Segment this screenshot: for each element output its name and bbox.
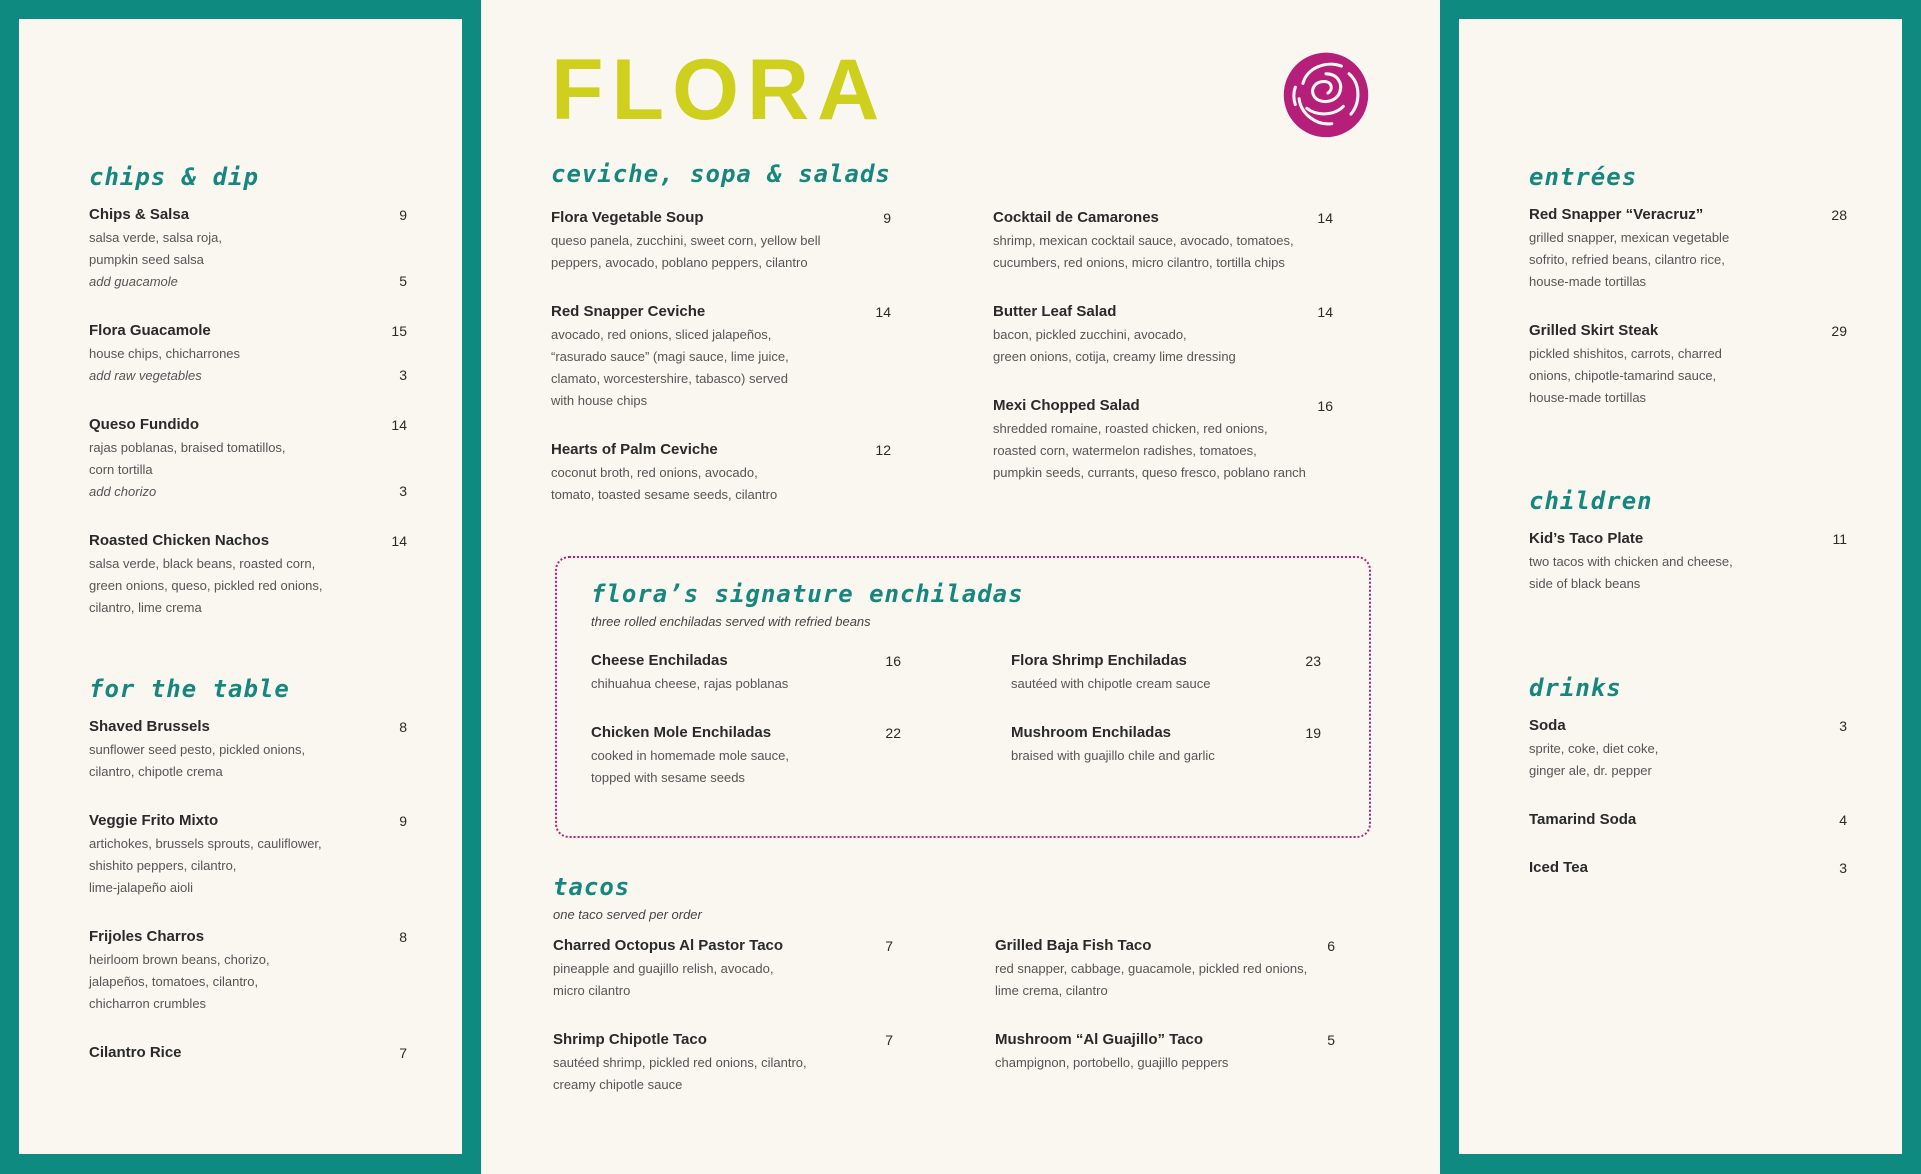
description-line: salsa verde, black beans, roasted corn, bbox=[89, 556, 316, 571]
menu-item-description bbox=[993, 418, 1333, 484]
menu-item bbox=[1529, 810, 1847, 830]
section-title: entrées bbox=[1529, 163, 1638, 191]
menu-item bbox=[89, 927, 407, 1015]
menu-item bbox=[89, 415, 407, 503]
menu-item-price: 14 bbox=[1317, 304, 1333, 320]
menu-item bbox=[89, 811, 407, 899]
menu-item bbox=[1011, 723, 1321, 767]
menu-item bbox=[995, 936, 1335, 1002]
menu-item-name: Mushroom Enchiladas bbox=[1011, 724, 1172, 741]
menu-item-price: 9 bbox=[399, 813, 407, 829]
menu-item-price: 7 bbox=[399, 1045, 407, 1061]
description-line: green onions, queso, pickled red onions, bbox=[89, 578, 323, 593]
description-line: creamy chipotle sauce bbox=[553, 1077, 683, 1092]
menu-item bbox=[89, 531, 407, 619]
menu-item-name: Shrimp Chipotle Taco bbox=[553, 1031, 707, 1048]
menu-item-price: 11 bbox=[1832, 531, 1847, 547]
menu-item-price: 3 bbox=[1839, 718, 1847, 734]
menu-item-name: Chicken Mole Enchiladas bbox=[591, 724, 772, 741]
description-line: artichokes, brussels sprouts, cauliflower, bbox=[89, 836, 322, 851]
menu-item-description bbox=[89, 343, 407, 365]
section-title: drinks bbox=[1529, 674, 1622, 702]
center-menu-panel bbox=[481, 0, 1440, 1174]
menu-item-price: 29 bbox=[1831, 323, 1847, 339]
description-line: house-made tortillas bbox=[1529, 274, 1647, 289]
menu-item bbox=[591, 651, 901, 695]
description-line: pumpkin seeds, currants, queso fresco, poblano ranch bbox=[993, 465, 1306, 480]
menu-item-name: Frijoles Charros bbox=[89, 928, 205, 945]
description-line: coconut broth, red onions, avocado, bbox=[551, 465, 758, 480]
menu-item-price: 6 bbox=[1327, 938, 1335, 954]
description-line: bacon, pickled zucchini, avocado, bbox=[993, 327, 1187, 342]
menu-item-description bbox=[89, 949, 407, 1015]
menu-item-name: Veggie Frito Mixto bbox=[89, 812, 219, 829]
menu-item-name: Shaved Brussels bbox=[89, 718, 210, 735]
menu-item-description bbox=[1011, 673, 1321, 695]
menu-item-description bbox=[1011, 745, 1321, 767]
description-line: red snapper, cabbage, guacamole, pickled red onions, bbox=[995, 961, 1308, 976]
menu-item-price: 22 bbox=[885, 725, 901, 741]
addon-price: 5 bbox=[399, 273, 407, 289]
menu-item bbox=[1529, 858, 1847, 878]
description-line: champignon, portobello, guajillo peppers bbox=[995, 1055, 1229, 1070]
menu-item-price: 3 bbox=[1839, 860, 1847, 876]
menu-item-price: 14 bbox=[1317, 210, 1333, 226]
menu-item bbox=[993, 302, 1333, 368]
menu-item-price: 14 bbox=[875, 304, 891, 320]
menu-item-name: Grilled Baja Fish Taco bbox=[995, 937, 1152, 954]
chips-dip-section bbox=[89, 163, 407, 619]
menu-item-description bbox=[551, 462, 891, 506]
menu-item bbox=[89, 717, 407, 783]
menu-item-name: Flora Vegetable Soup bbox=[551, 209, 704, 226]
menu-item-price: 23 bbox=[1305, 653, 1321, 669]
menu-item-description bbox=[89, 833, 407, 899]
menu-item bbox=[551, 440, 891, 506]
menu-item bbox=[993, 208, 1333, 274]
menu-item-description bbox=[553, 1052, 893, 1096]
left-menu-panel bbox=[19, 19, 462, 1154]
section-subtitle: one taco served per order bbox=[553, 907, 702, 922]
description-line: green onions, cotija, creamy lime dressing bbox=[993, 349, 1236, 364]
menu-item-description bbox=[1529, 227, 1847, 293]
menu-item-price: 14 bbox=[391, 533, 407, 549]
description-line: shredded romaine, roasted chicken, red onions, bbox=[993, 421, 1268, 436]
menu-item-name: Flora Guacamole bbox=[89, 322, 211, 339]
menu-item-description bbox=[553, 958, 893, 1002]
menu-item-description bbox=[1529, 738, 1847, 782]
menu-item-price: 15 bbox=[391, 323, 407, 339]
menu-item-name: Red Snapper “Veracruz” bbox=[1529, 206, 1704, 223]
menu-item-description bbox=[1529, 551, 1847, 595]
menu-item-name: Grilled Skirt Steak bbox=[1529, 322, 1659, 339]
description-line: two tacos with chicken and cheese, bbox=[1529, 554, 1733, 569]
menu-item bbox=[551, 208, 891, 274]
description-line: avocado, red onions, sliced jalapeños, bbox=[551, 327, 772, 342]
description-line: braised with guajillo chile and garlic bbox=[1011, 748, 1215, 763]
right-menu-panel bbox=[1459, 19, 1902, 1154]
menu-item-name: Mushroom “Al Guajillo” Taco bbox=[995, 1031, 1204, 1048]
menu-item-name: Kid’s Taco Plate bbox=[1529, 530, 1644, 547]
menu-item-price: 14 bbox=[391, 417, 407, 433]
menu-item-name: Cocktail de Camarones bbox=[993, 209, 1159, 226]
children-section bbox=[1529, 487, 1847, 595]
description-line: sofrito, refried beans, cilantro rice, bbox=[1529, 252, 1725, 267]
menu-item bbox=[553, 1030, 893, 1096]
menu-item bbox=[1529, 529, 1847, 595]
menu-item-price: 16 bbox=[885, 653, 901, 669]
description-line: tomato, toasted sesame seeds, cilantro bbox=[551, 487, 778, 502]
section-title: ceviche, sopa & salads bbox=[551, 160, 891, 188]
menu-item bbox=[551, 302, 891, 412]
menu-item bbox=[89, 321, 407, 387]
menu-item-price: 16 bbox=[1317, 398, 1333, 414]
description-line: corn tortilla bbox=[89, 462, 153, 477]
menu-item-price: 19 bbox=[1305, 725, 1321, 741]
description-line: cilantro, chipotle crema bbox=[89, 764, 223, 779]
menu-item-name: Queso Fundido bbox=[89, 416, 199, 433]
description-line: salsa verde, salsa roja, bbox=[89, 230, 222, 245]
menu-item-description bbox=[993, 230, 1333, 274]
menu-item-price: 9 bbox=[883, 210, 891, 226]
menu-item-price: 5 bbox=[1327, 1032, 1335, 1048]
addon-label: add raw vegetables bbox=[89, 368, 202, 383]
menu-item-price: 8 bbox=[399, 719, 407, 735]
menu-item-addon bbox=[89, 481, 407, 503]
signature-enchiladas-box bbox=[555, 556, 1371, 838]
menu-item-price: 7 bbox=[885, 1032, 893, 1048]
description-line: clamato, worcestershire, tabasco) served bbox=[551, 371, 788, 386]
description-line: pickled shishitos, carrots, charred bbox=[1529, 346, 1722, 361]
menu-item-description bbox=[89, 553, 407, 619]
description-line: lime crema, cilantro bbox=[995, 983, 1108, 998]
menu-item-description bbox=[995, 1052, 1335, 1074]
section-title: for the table bbox=[89, 675, 290, 703]
menu-item bbox=[1529, 321, 1847, 409]
menu-item-name: Charred Octopus Al Pastor Taco bbox=[553, 937, 784, 954]
menu-item-name: Iced Tea bbox=[1529, 859, 1588, 876]
description-line: ginger ale, dr. pepper bbox=[1529, 763, 1652, 778]
menu-item bbox=[553, 936, 893, 1002]
tacos-section bbox=[553, 873, 1383, 1096]
description-line: sautéed with chipotle cream sauce bbox=[1011, 676, 1211, 691]
section-title: chips & dip bbox=[89, 163, 259, 191]
menu-item-price: 28 bbox=[1831, 207, 1847, 223]
menu-item-price: 9 bbox=[399, 207, 407, 223]
description-line: cilantro, lime crema bbox=[89, 600, 202, 615]
menu-item-price: 7 bbox=[885, 938, 893, 954]
menu-item-name: Cheese Enchiladas bbox=[591, 652, 728, 669]
menu-item-description bbox=[551, 324, 891, 412]
menu-item-description bbox=[89, 739, 407, 783]
description-line: roasted corn, watermelon radishes, tomatoes, bbox=[993, 443, 1257, 458]
addon-price: 3 bbox=[399, 367, 407, 383]
menu-item-price: 8 bbox=[399, 929, 407, 945]
menu-item-description bbox=[89, 437, 407, 481]
description-line: rajas poblanas, braised tomatillos, bbox=[89, 440, 286, 455]
description-line: lime-jalapeño aioli bbox=[89, 880, 194, 895]
ceviche-sopa-salads-section bbox=[551, 160, 1381, 506]
description-line: house chips, chicharrones bbox=[89, 346, 241, 361]
addon-price: 3 bbox=[399, 483, 407, 499]
menu-item-addon bbox=[89, 271, 407, 293]
menu-item bbox=[1011, 651, 1321, 695]
description-line: jalapeños, tomatoes, cilantro, bbox=[89, 974, 259, 989]
menu-item-description bbox=[89, 227, 407, 271]
menu-item bbox=[1529, 716, 1847, 782]
menu-item-description bbox=[995, 958, 1335, 1002]
menu-item-name: Cilantro Rice bbox=[89, 1044, 182, 1061]
description-line: chihuahua cheese, rajas poblanas bbox=[591, 676, 789, 691]
description-line: pineapple and guajillo relish, avocado, bbox=[553, 961, 774, 976]
description-line: side of black beans bbox=[1529, 576, 1641, 591]
section-title: tacos bbox=[553, 873, 631, 901]
description-line: chicharron crumbles bbox=[89, 996, 207, 1011]
menu-item-name: Soda bbox=[1529, 717, 1566, 734]
section-title: flora’s signature enchiladas bbox=[591, 580, 1024, 608]
description-line: cucumbers, red onions, micro cilantro, tortilla chips bbox=[993, 255, 1285, 270]
menu-item bbox=[591, 723, 901, 789]
description-line: with house chips bbox=[551, 393, 648, 408]
description-line: heirloom brown beans, chorizo, bbox=[89, 952, 270, 967]
description-line: peppers, avocado, poblano peppers, cilantro bbox=[551, 255, 808, 270]
menu-item-name: Chips & Salsa bbox=[89, 206, 190, 223]
description-line: shishito peppers, cilantro, bbox=[89, 858, 237, 873]
description-line: shrimp, mexican cocktail sauce, avocado, tomatoes, bbox=[993, 233, 1294, 248]
description-line: pumpkin seed salsa bbox=[89, 252, 204, 267]
menu-item-price: 12 bbox=[875, 442, 891, 458]
description-line: sunflower seed pesto, pickled onions, bbox=[89, 742, 306, 757]
description-line: sprite, coke, diet coke, bbox=[1529, 741, 1659, 756]
description-line: sautéed shrimp, pickled red onions, cilantro, bbox=[553, 1055, 807, 1070]
rose-icon bbox=[1278, 45, 1374, 141]
menu-item-name: Hearts of Palm Ceviche bbox=[551, 441, 718, 458]
menu-item-price: 4 bbox=[1839, 812, 1847, 828]
menu-item-addon bbox=[89, 365, 407, 387]
menu-item-name: Tamarind Soda bbox=[1529, 811, 1637, 828]
description-line: onions, chipotle-tamarind sauce, bbox=[1529, 368, 1717, 383]
description-line: “rasurado sauce” (magi sauce, lime juice, bbox=[551, 349, 789, 364]
description-line: house-made tortillas bbox=[1529, 390, 1647, 405]
section-subtitle: three rolled enchiladas served with refried beans bbox=[591, 614, 871, 629]
section-title: children bbox=[1529, 487, 1653, 515]
menu-item-description bbox=[591, 745, 901, 789]
menu-item bbox=[89, 205, 407, 293]
menu-item-description bbox=[591, 673, 901, 695]
menu-item bbox=[89, 1043, 407, 1063]
flora-logo: FLORA bbox=[551, 42, 888, 138]
menu-item-name: Mexi Chopped Salad bbox=[993, 397, 1140, 414]
menu-item-name: Flora Shrimp Enchiladas bbox=[1011, 652, 1187, 669]
description-line: micro cilantro bbox=[553, 983, 631, 998]
description-line: topped with sesame seeds bbox=[591, 770, 745, 785]
menu-item bbox=[995, 1030, 1335, 1074]
menu-item-description bbox=[1529, 343, 1847, 409]
description-line: cooked in homemade mole sauce, bbox=[591, 748, 790, 763]
description-line: grilled snapper, mexican vegetable bbox=[1529, 230, 1730, 245]
menu-item-name: Red Snapper Ceviche bbox=[551, 303, 706, 320]
menu-item-name: Roasted Chicken Nachos bbox=[89, 532, 270, 549]
addon-label: add chorizo bbox=[89, 484, 157, 499]
menu-item-name: Butter Leaf Salad bbox=[993, 303, 1117, 320]
menu-item-description bbox=[993, 324, 1333, 368]
menu-item bbox=[1529, 205, 1847, 293]
entrees-section bbox=[1529, 163, 1847, 409]
drinks-section bbox=[1529, 674, 1847, 878]
for-the-table-section bbox=[89, 675, 407, 1063]
menu-item-description bbox=[551, 230, 891, 274]
addon-label: add guacamole bbox=[89, 274, 178, 289]
menu-item bbox=[993, 396, 1333, 484]
description-line: queso panela, zucchini, sweet corn, yellow bell bbox=[551, 233, 821, 248]
